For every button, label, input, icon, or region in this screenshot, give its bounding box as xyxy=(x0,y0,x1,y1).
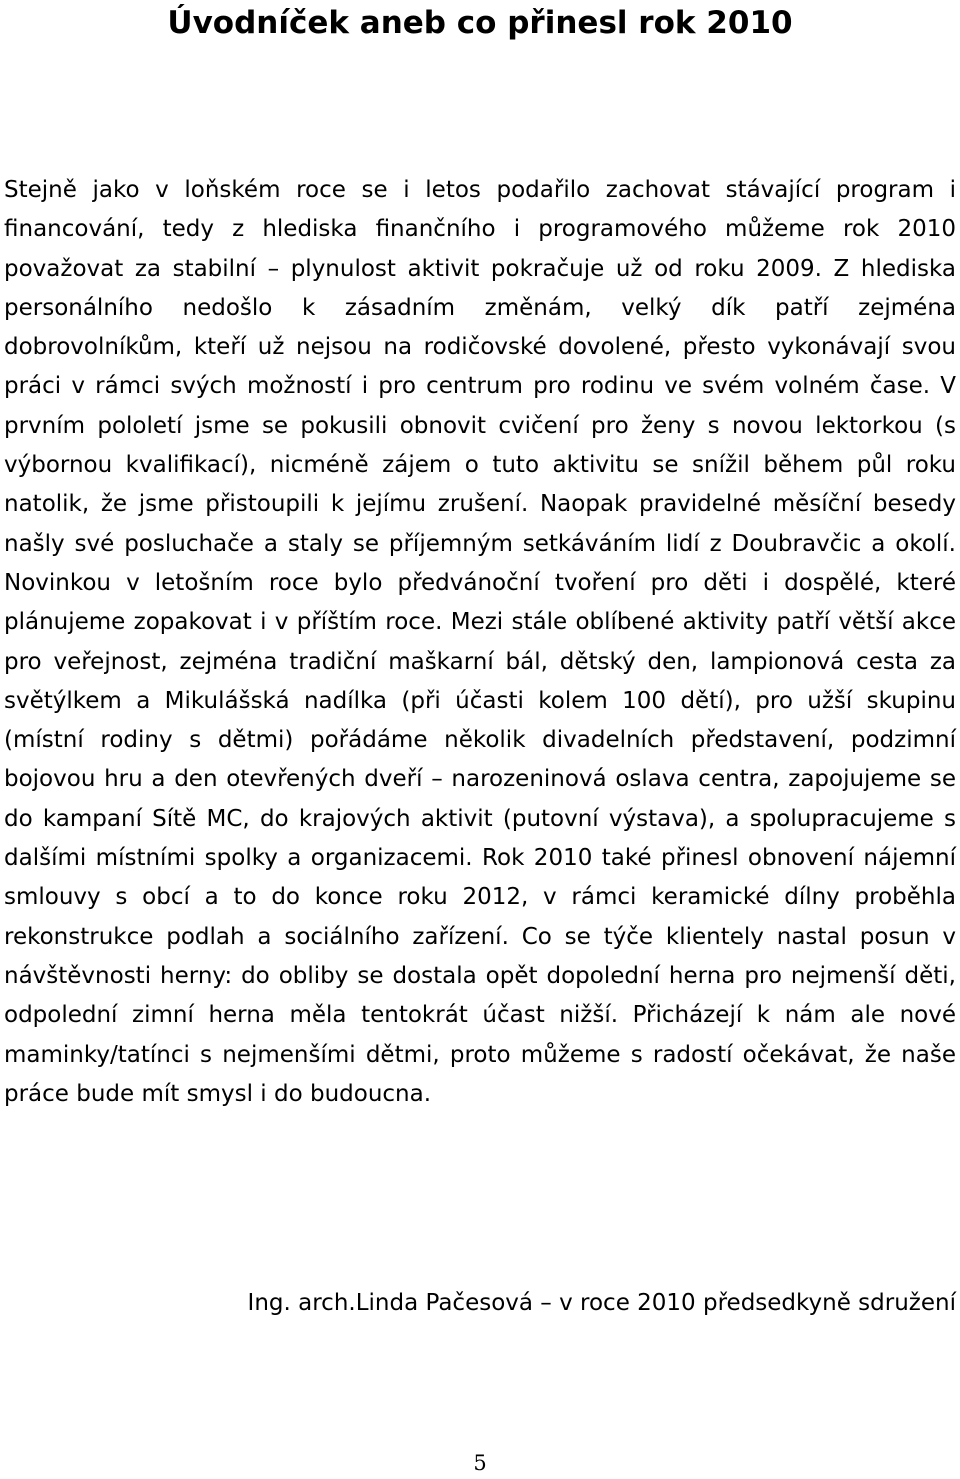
page-number: 5 xyxy=(473,1451,487,1475)
signature-line: Ing. arch.Linda Pačesová – v roce 2010 předsedkyně sdružení xyxy=(247,1290,956,1316)
document-title: Úvodníček aneb co přinesl rok 2010 xyxy=(167,5,793,41)
body-paragraph: Stejně jako v loňském roce se i letos podařilo zachovat stávající program i financování, tedy z hlediska finančního i programového můžeme rok 2010 považovat za stabilní – plynulost aktivit pokračuje už od roku 2009. Z hlediska personálního nedošlo k zásadním změnám, velký dík patří zejména dobrovolníkům, kteří už nejsou na rodičovské dovolené, přesto vykonávají svou práci v rámci svých možností i pro centrum pro rodinu ve svém volném čase. V prvním pololetí jsme se pokusili obnovit cvičení pro ženy s novou lektorkou (s výbornou kvalifikací), nicméně zájem o tuto aktivitu se snížil během půl roku natolik, že jsme přistoupili k jejímu zrušení. Naopak pravidelné měsíční besedy našly své posluchače a staly se příjemným setkáváním lidí z Doubravčic a okolí. Novinkou v letošním roce bylo předvánoční tvoření pro děti i dospělé, které plánujeme zopakovat i v příštím roce. Mezi stále oblíbené aktivity patří větší akce pro veřejnost, zejména tradiční maškarní bál, dětský den, lampionová cesta za světýlkem a Mikulášská nadílka (při účasti kolem 100 dětí), pro užší skupinu (místní rodiny s dětmi) pořádáme několik divadelních představení, podzimní bojovou hru a den otevřených dveří – narozeninová oslava centra, zapojujeme se do kampaní Sítě MC, do krajových aktivit (putovní výstava), a spolupracujeme s dalšími místními spolky a organizacemi. Rok 2010 také přinesl obnovení nájemní smlouvy s obcí a to do konce roku 2012, v rámci keramické dílny proběhla rekonstrukce podlah a sociálního zařízení. Co se týče klientely nastal posun v návštěvnosti herny: do obliby se dostala opět dopolední herna pro nejmenší děti, odpolední zimní herna měla tentokrát účast nižší. Přicházejí k nám ale nové maminky/tatínci s nejmenšími dětmi, proto můžeme s radostí očekávat, že naše práce bude mít smysl i do budoucna. xyxy=(4,177,956,1107)
